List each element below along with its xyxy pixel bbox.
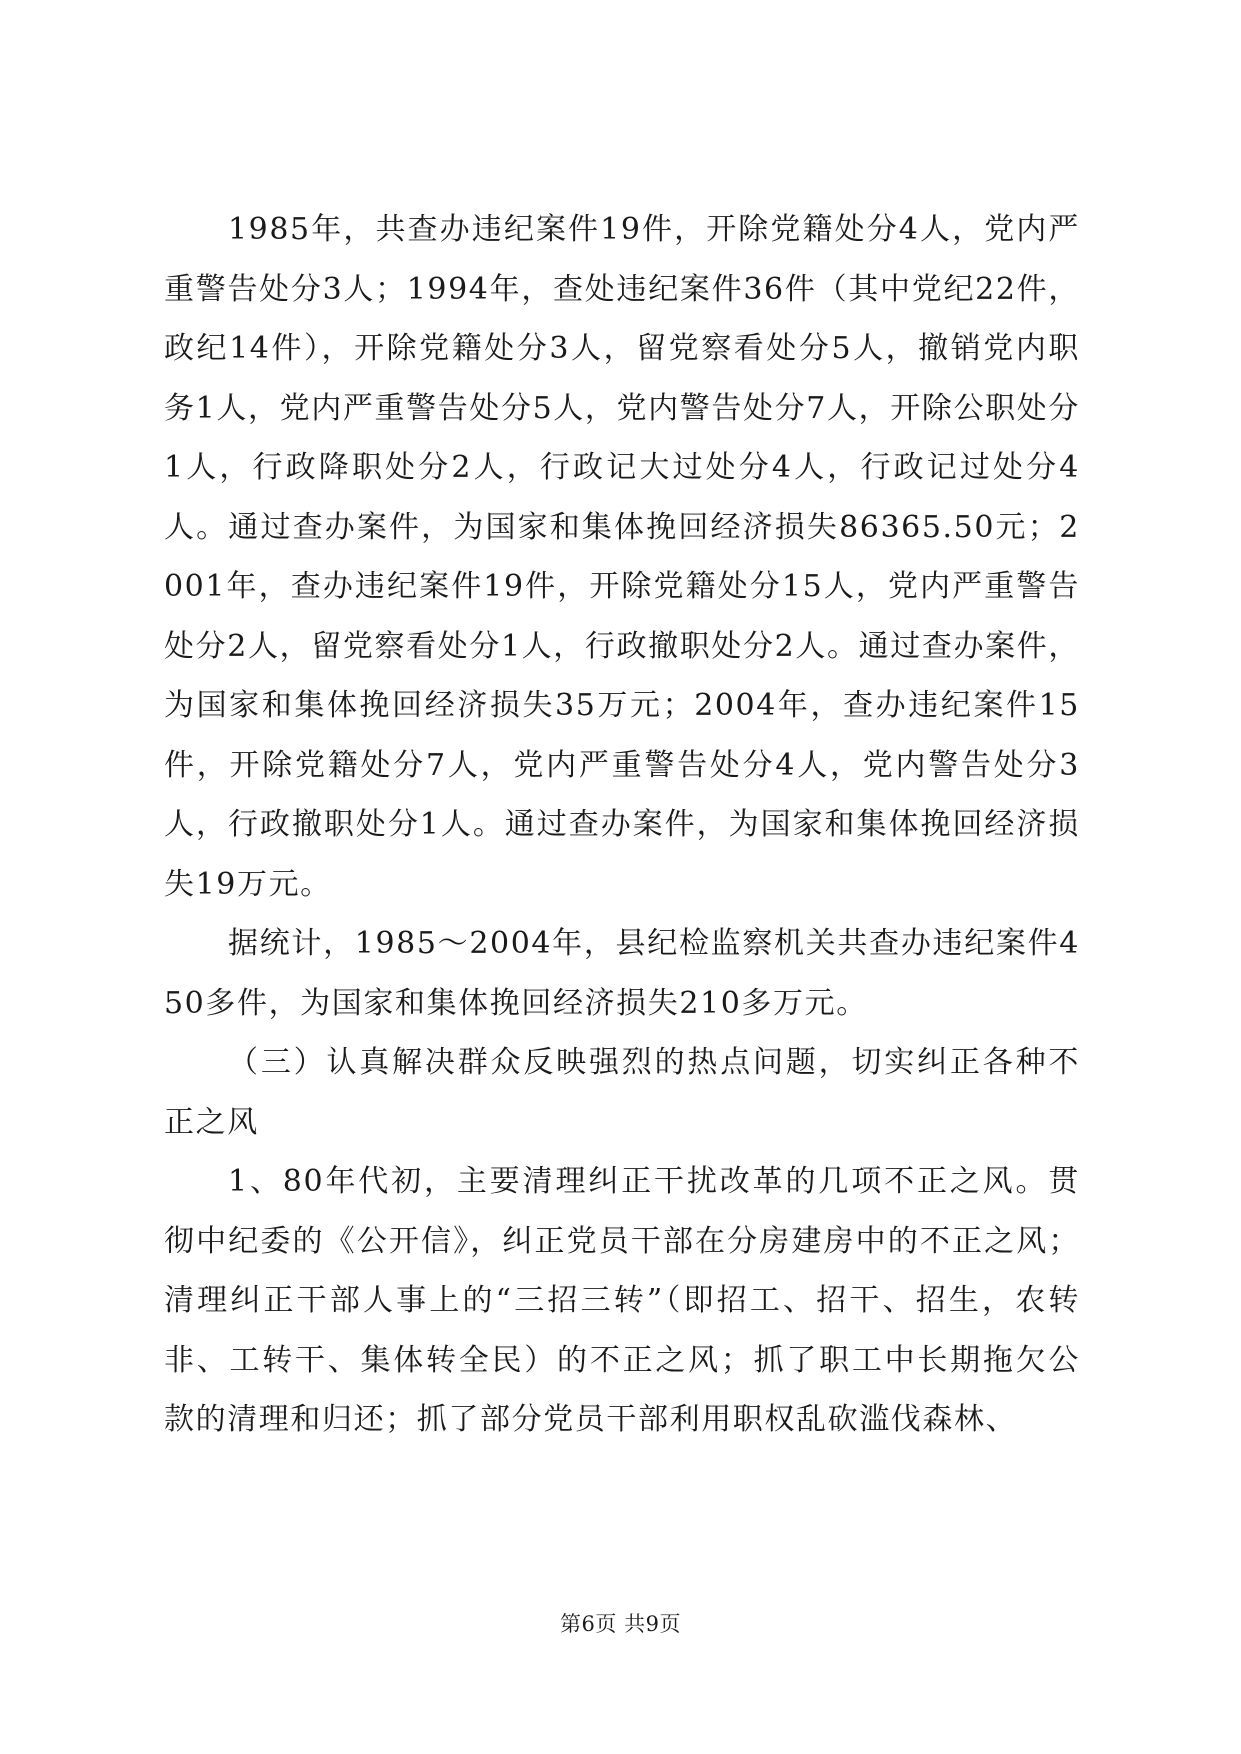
- paragraph-eighties-rectification: 1、80年代初，主要清理纠正干扰改革的几项不正之风。贯彻中纪委的《公开信》，纠正党员干部在分房建房中的不正之风；清理纠正干部人事上的“三招三转”（即招工、招干、招生，农转非、工转干、集体转全民）的不正之风；抓了职工中长期拖欠公款的清理和归还；抓了部分党员干部利用职权乱砍滥伐森林、: [164, 1164, 1080, 1437]
- paragraph-summary-statistics: 据统计，1985～2004年，县纪检监察机关共查办违纪案件450多件，为国家和集体挽回经济损失210多万元。: [164, 926, 1080, 1021]
- document-body: [164, 200, 1080, 1450]
- section-heading-three: （三）认真解决群众反映强烈的热点问题，切实纠正各种不正之风: [164, 1045, 1080, 1140]
- page-number-footer: 第6页 共9页: [560, 1612, 681, 1636]
- paragraph-case-statistics: 1985年，共查办违纪案件19件，开除党籍处分4人，党内严重警告处分3人；1994年，查处违纪案件36件（其中党纪22件，政纪14件），开除党籍处分3人，留党察看处分5人，撤销党内职务1人，党内严重警告处分5人，党内警告处分7人，开除公职处分1人，行政降职处分2人，行政记大过处分4人，行政记过处分4人。通过查办案件，为国家和集体挽回经济损失86365.50元；2001年，查办违纪案件19件，开除党籍处分15人，党内严重警告处分2人，留党察看处分1人，行政撤职处分2人。通过查办案件，为国家和集体挽回经济损失35万元；2004年，查办违纪案件15件，开除党籍处分7人，党内严重警告处分4人，党内警告处分3人，行政撤职处分1人。通过查办案件，为国家和集体挽回经济损失19万元。: [164, 212, 1080, 902]
